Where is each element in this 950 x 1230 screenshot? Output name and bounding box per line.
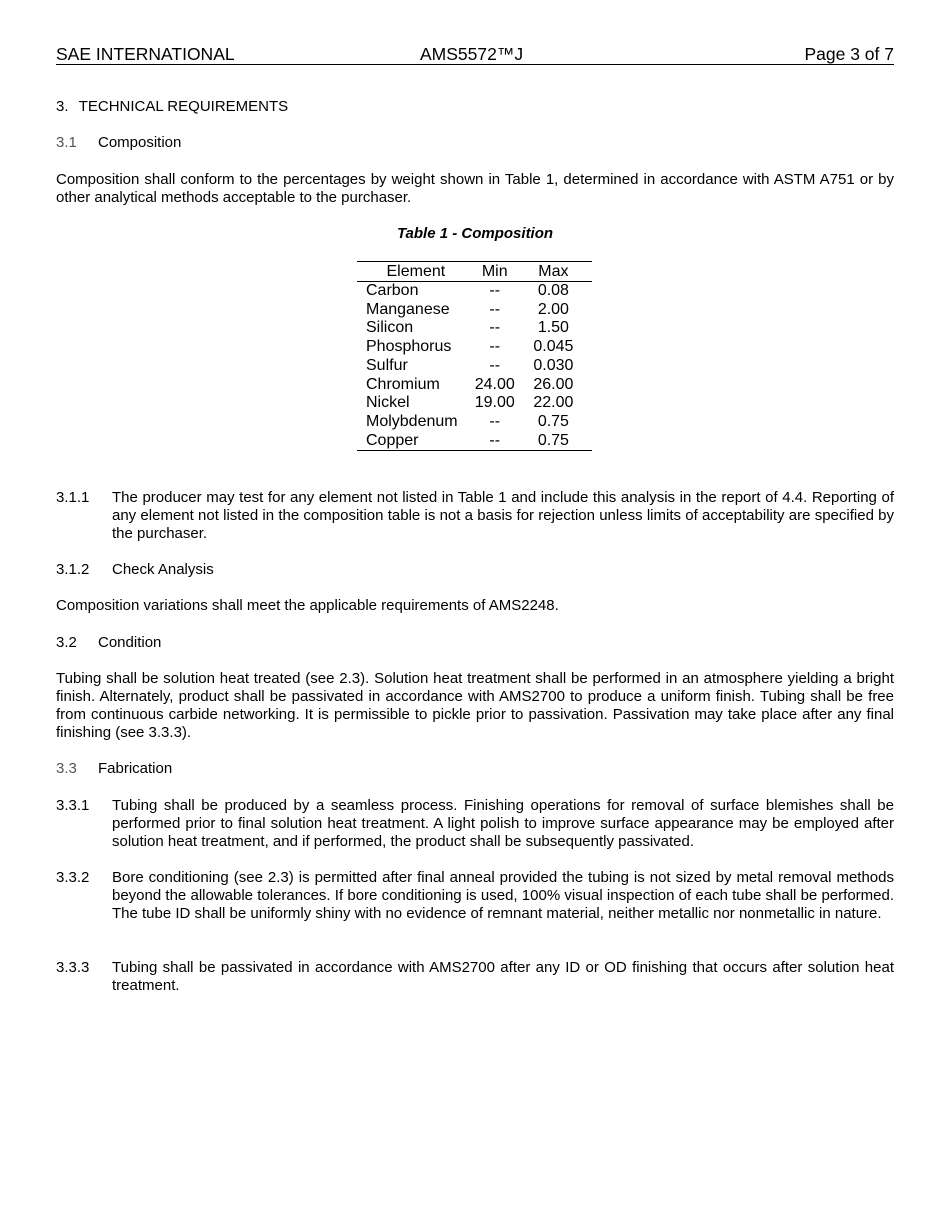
- min-cell: --: [489, 300, 501, 318]
- section-number: 3.: [56, 98, 69, 115]
- min-cell: --: [489, 356, 501, 374]
- element-cell: Phosphorus: [366, 338, 452, 356]
- table-title: Table 1 - Composition: [396, 225, 554, 242]
- min-cell: 19.00: [474, 394, 515, 412]
- max-cell: 1.50: [537, 319, 569, 337]
- min-cell: --: [489, 338, 501, 356]
- table-row: [357, 394, 592, 413]
- min-cell: --: [489, 282, 501, 299]
- table-row: [357, 376, 592, 395]
- section-number: 3.3: [56, 760, 77, 777]
- section-3-3-2: [56, 869, 894, 923]
- section-text: Tubing shall be passivated in accordance with AMS2700 after any ID or OD finishing that occurs after solution heat treatment.: [112, 959, 894, 994]
- section-3-1-1: [56, 489, 894, 543]
- section-text: Bore conditioning (see 2.3) is permitted after final anneal provided the tubing is not sized by metal removal methods beyond the allowable tolerances. If bore conditioning is used, 100% visual inspection of each tube shall be performed. The tube ID shall be uniformly shiny with no evidence of remnant material, neither metallic nor nonmetallic in nature.: [112, 869, 894, 922]
- section-3-1-heading: [56, 134, 894, 152]
- element-cell: Manganese: [366, 300, 450, 318]
- section-number: 3.1.2: [56, 561, 90, 578]
- max-cell: 0.08: [537, 282, 569, 299]
- section-text: The producer may test for any element not listed in Table 1 and include this analysis in the report of 4.4. Reporting of any element not listed in the composition table is not a basis for rejection unless limits of acceptability are specified by the purchaser.: [112, 489, 894, 542]
- table-row: [357, 282, 592, 301]
- element-cell: Carbon: [366, 282, 419, 299]
- header-document-id: AMS5572™J: [420, 44, 524, 64]
- element-cell: Silicon: [366, 319, 414, 337]
- table-row: [357, 319, 592, 338]
- condition-paragraph: Tubing shall be solution heat treated (see 2.3). Solution heat treatment shall be performed in an atmosphere yielding a bright finish. Alternately, product shall be passivated in accordance with AMS2700 to produce a uniform finish. Tubing shall be free from continuous carbide networking. It is permissible to pickle prior to passivation. Passivation may take place after any final finishing (see 3.3.3).: [56, 670, 894, 741]
- min-cell: --: [489, 431, 501, 449]
- table-row: [357, 432, 592, 451]
- section-number: 3.3.3: [56, 959, 90, 976]
- table-row: [357, 338, 592, 357]
- table-header-row: [357, 262, 592, 282]
- header-organization: SAE INTERNATIONAL: [56, 44, 235, 64]
- section-number: 3.1: [56, 134, 77, 151]
- min-cell: --: [489, 412, 501, 430]
- column-header: Min: [475, 262, 515, 282]
- section-title: TECHNICAL REQUIREMENTS: [78, 98, 289, 115]
- composition-table: [357, 261, 592, 451]
- column-header: Max: [515, 262, 592, 282]
- max-cell: 26.00: [533, 375, 574, 393]
- min-cell: 24.00: [474, 375, 515, 393]
- column-header: Element: [357, 262, 475, 282]
- table-row: [357, 357, 592, 376]
- element-cell: Copper: [366, 431, 419, 449]
- section-title: Condition: [98, 634, 162, 651]
- header-page-number: Page 3 of 7: [804, 44, 894, 64]
- page-header: [56, 44, 894, 65]
- max-cell: 2.00: [537, 300, 569, 318]
- section-3-1-2-heading: [56, 561, 894, 579]
- table-row: [357, 301, 592, 320]
- element-cell: Chromium: [366, 375, 440, 393]
- section-title: Composition: [98, 134, 182, 151]
- element-cell: Sulfur: [366, 356, 408, 374]
- section-title: Check Analysis: [112, 561, 214, 578]
- section-3-3-heading: [56, 760, 894, 778]
- max-cell: 0.045: [533, 338, 574, 356]
- element-cell: Nickel: [366, 394, 410, 412]
- max-cell: 0.75: [537, 412, 569, 430]
- section-number: 3.3.1: [56, 797, 90, 814]
- section-3-3-1: [56, 797, 894, 851]
- check-analysis-paragraph: Composition variations shall meet the applicable requirements of AMS2248.: [56, 597, 559, 614]
- max-cell: 22.00: [533, 394, 574, 412]
- table-row: [357, 413, 592, 432]
- section-number: 3.1.1: [56, 489, 90, 506]
- section-text: Tubing shall be produced by a seamless process. Finishing operations for removal of surface blemishes shall be performed prior to final solution heat treatment. A light polish to improve surface appearance may be employed after solution heat treatment, and if performed, the product shall be subsequently passivated.: [112, 797, 894, 850]
- min-cell: --: [489, 319, 501, 337]
- composition-paragraph: Composition shall conform to the percentages by weight shown in Table 1, determined in accordance with ASTM A751 or by other analytical methods acceptable to the purchaser.: [56, 171, 894, 206]
- max-cell: 0.030: [533, 356, 574, 374]
- section-number: 3.2: [56, 634, 77, 651]
- section-3-2-heading: [56, 634, 894, 652]
- section-number: 3.3.2: [56, 869, 90, 886]
- element-cell: Molybdenum: [366, 412, 458, 430]
- section-3-heading: [56, 98, 894, 116]
- section-3-3-3: [56, 959, 894, 995]
- section-title: Fabrication: [98, 760, 173, 777]
- max-cell: 0.75: [537, 431, 569, 449]
